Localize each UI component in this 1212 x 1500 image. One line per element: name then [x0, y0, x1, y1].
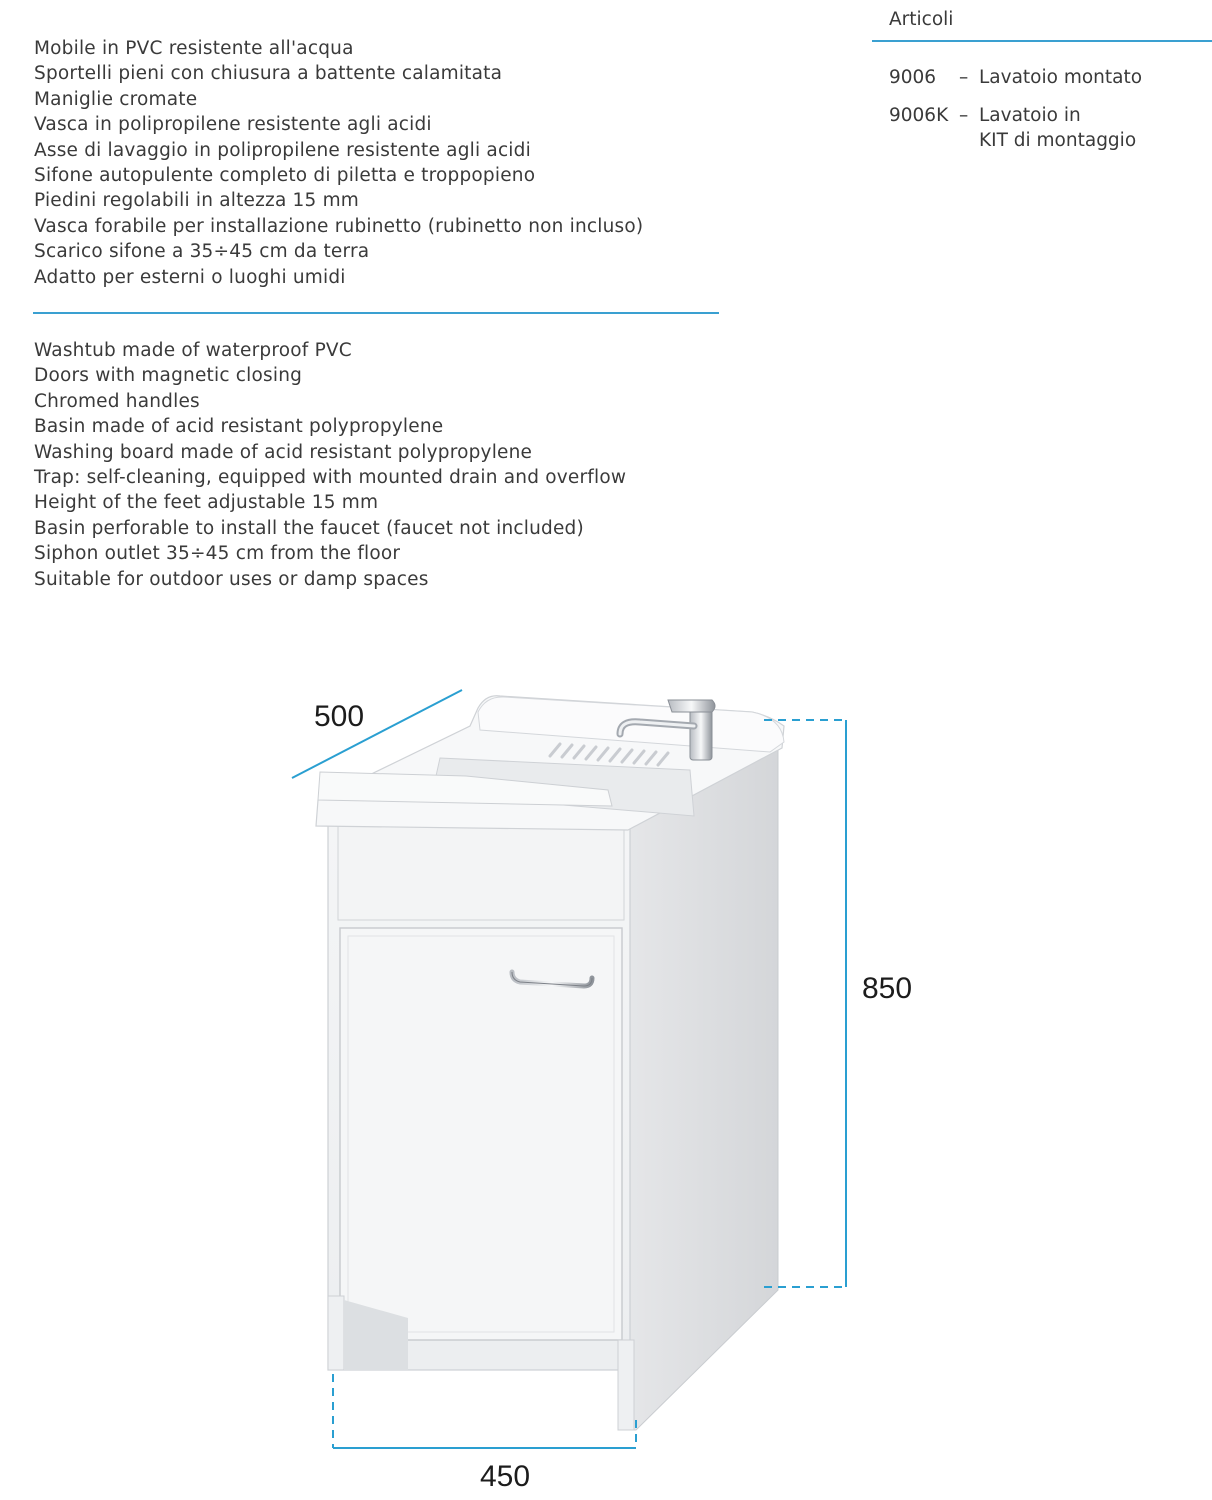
feature-item: Siphon outlet 35÷45 cm from the floor	[34, 543, 401, 565]
cabinet-right-leg	[618, 1340, 634, 1430]
feature-item: Asse di lavaggio in polipropilene resistente agli acidi	[34, 139, 531, 161]
cabinet-door	[340, 928, 622, 1340]
feature-item: Height of the feet adjustable 15 mm	[34, 492, 379, 514]
width-dimension-label: 450	[480, 1460, 531, 1493]
feature-item: Mobile in PVC resistente all'acqua	[34, 38, 354, 59]
feature-item: Piedini regolabili in altezza 15 mm	[34, 190, 360, 212]
article-code: 9006	[889, 67, 937, 88]
feature-item: Trap: self-cleaning, equipped with mounted drain and overflow	[34, 467, 627, 489]
depth-dimension-label: 500	[314, 700, 365, 733]
width-dimension	[333, 1374, 636, 1448]
feature-item: Sifone autopulente completo di piletta e troppopieno	[34, 165, 536, 187]
feature-item: Washing board made of acid resistant polypropylene	[34, 441, 533, 463]
feature-item: Chromed handles	[34, 390, 200, 412]
feature-item: Basin made of acid resistant polypropylene	[34, 416, 444, 438]
feature-item: Doors with magnetic closing	[34, 365, 303, 387]
articles-heading: Articoli	[889, 9, 954, 30]
feature-item: Sportelli pieni con chiusura a battente calamitata	[34, 63, 503, 85]
feature-item: Vasca forabile per installazione rubinetto (rubinetto non incluso)	[34, 215, 644, 237]
feature-item: Adatto per esterni o luoghi umidi	[34, 266, 346, 288]
height-dimension-label: 850	[862, 972, 913, 1005]
article-dash: –	[959, 105, 969, 126]
article-dash: –	[959, 67, 969, 88]
feature-item: Basin perforable to install the faucet (faucet not included)	[34, 517, 584, 539]
cabinet-left-leg	[328, 1296, 344, 1370]
feature-item: Washtub made of waterproof PVC	[34, 340, 352, 361]
cabinet-side-panel	[622, 746, 778, 1430]
article-description: Lavatoio montato	[979, 67, 1143, 88]
feature-item: Vasca in polipropilene resistente agli acidi	[34, 114, 432, 136]
feature-item: Scarico sifone a 35÷45 cm da terra	[34, 241, 370, 263]
washtub-cabinet	[316, 696, 784, 1430]
article-description-line2: KIT di montaggio	[979, 130, 1137, 151]
cabinet-top-band	[338, 826, 624, 920]
article-description: Lavatoio in	[979, 105, 1081, 126]
feature-item: Suitable for outdoor uses or damp spaces	[34, 568, 429, 590]
feature-item: Maniglie cromate	[34, 88, 198, 110]
article-code: 9006K	[889, 105, 949, 126]
